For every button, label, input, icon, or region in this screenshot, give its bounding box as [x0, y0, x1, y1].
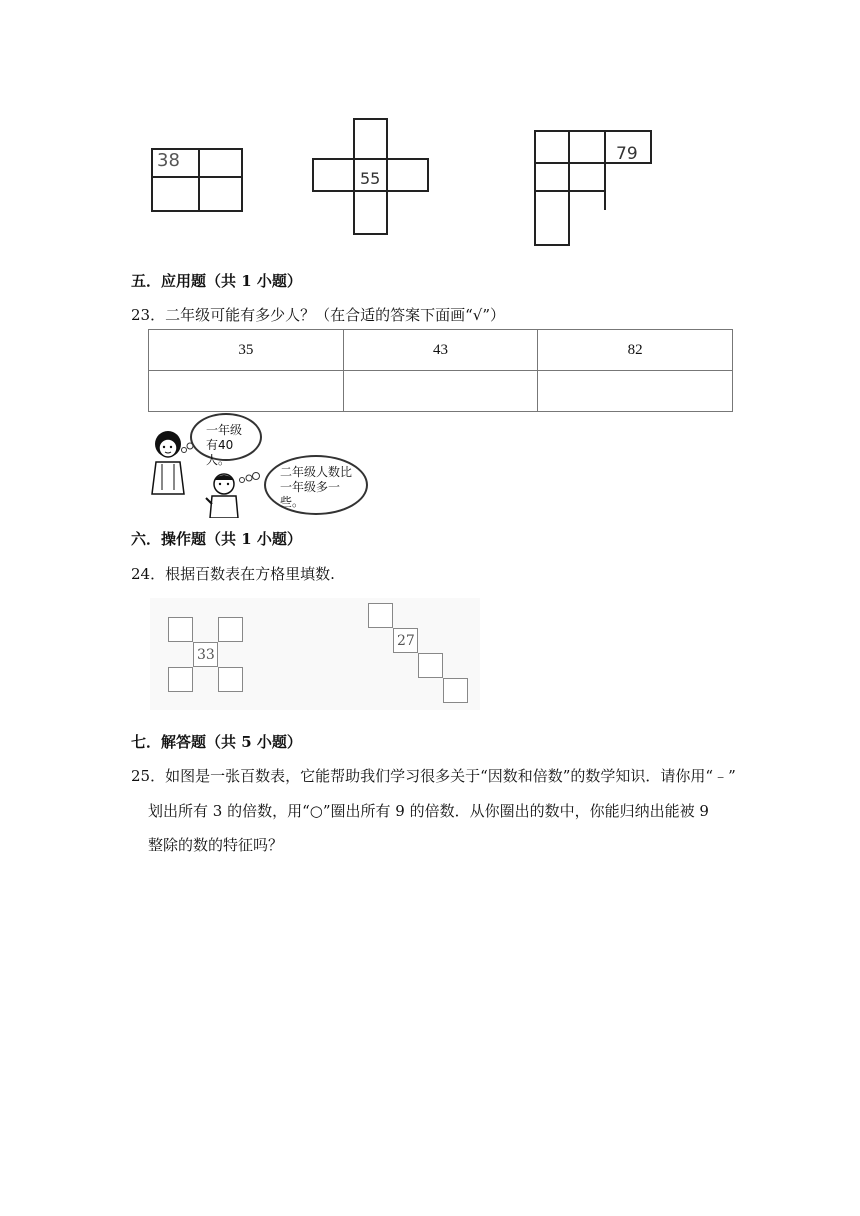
stair-number-27: 27 [397, 633, 415, 649]
answer-cell-82[interactable] [538, 371, 733, 412]
question-25-line-1: 25．如图是一张百数表，它能帮助我们学习很多关于“因数和倍数”的数学知识．请你用“﹣” [131, 767, 736, 785]
section-7-heading: 七．解答题（共 5 小题） [131, 733, 302, 751]
question-25-line-2: 划出所有 3 的倍数，用“○”圈出所有 9 的倍数．从你圈出的数中，你能归纳出能被 9 [148, 802, 709, 820]
answer-cell-43[interactable] [343, 371, 538, 412]
question-23-text: 23．二年级可能有多少人？（在合适的答案下面画“√”） [131, 306, 505, 324]
speech-bubble-grade1: 一年级有40人。 [190, 413, 262, 461]
answer-option-82: 82 [538, 330, 733, 371]
x-number-33: 33 [197, 647, 215, 663]
l-number-79: 79 [616, 144, 638, 164]
answer-option-35: 35 [149, 330, 344, 371]
answer-option-43: 43 [343, 330, 538, 371]
section-6-heading: 六．操作题（共 1 小题） [131, 530, 302, 548]
question-25-line-3: 整除的数的特征吗？ [148, 836, 284, 854]
section-5-heading: 五．应用题（共 1 小题） [131, 272, 302, 290]
question-24-text: 24．根据百数表在方格里填数. [131, 565, 335, 583]
answer-cell-35[interactable] [149, 371, 344, 412]
grid-number-38: 38 [157, 150, 180, 171]
cross-number-55: 55 [360, 169, 381, 188]
speech-bubble-grade2: 二年级人数比一年级多一些。 [264, 455, 368, 515]
answer-table [148, 329, 733, 412]
